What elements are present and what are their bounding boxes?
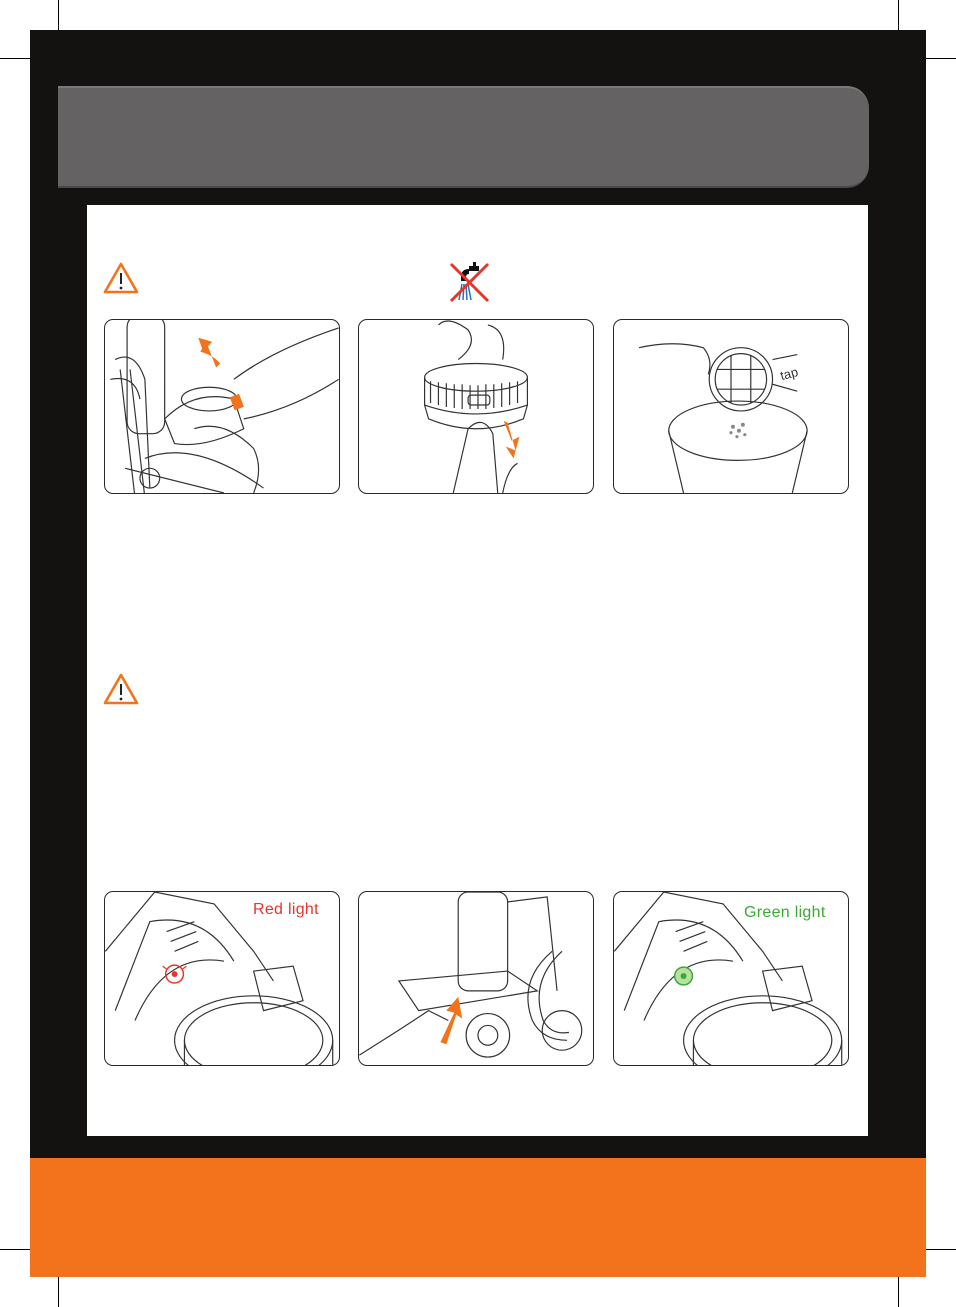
- crop-mark: [58, 0, 59, 30]
- warning-triangle-icon: [102, 261, 140, 295]
- no-washing-icon: [447, 260, 492, 304]
- illustration-remove-filter: [104, 319, 340, 494]
- illustration-open-filter: [358, 319, 594, 494]
- illustration-tap-filter: [613, 319, 849, 494]
- illustration-red-light: [104, 891, 340, 1066]
- warning-triangle-icon: [102, 672, 140, 706]
- illustration-reset-button: [358, 891, 594, 1066]
- crop-mark: [926, 58, 956, 59]
- crop-mark: [0, 1249, 30, 1250]
- green-light-label: Green light: [744, 904, 826, 921]
- crop-mark: [898, 1277, 899, 1307]
- illustration-green-light: [613, 891, 849, 1066]
- footer-band: [30, 1158, 926, 1277]
- crop-mark: [0, 58, 30, 59]
- tap-label: tap: [778, 364, 800, 384]
- crop-mark: [58, 1277, 59, 1307]
- title-bar: [58, 86, 869, 188]
- red-light-label: Red light: [253, 901, 319, 918]
- crop-mark: [898, 0, 899, 30]
- crop-mark: [926, 1249, 956, 1250]
